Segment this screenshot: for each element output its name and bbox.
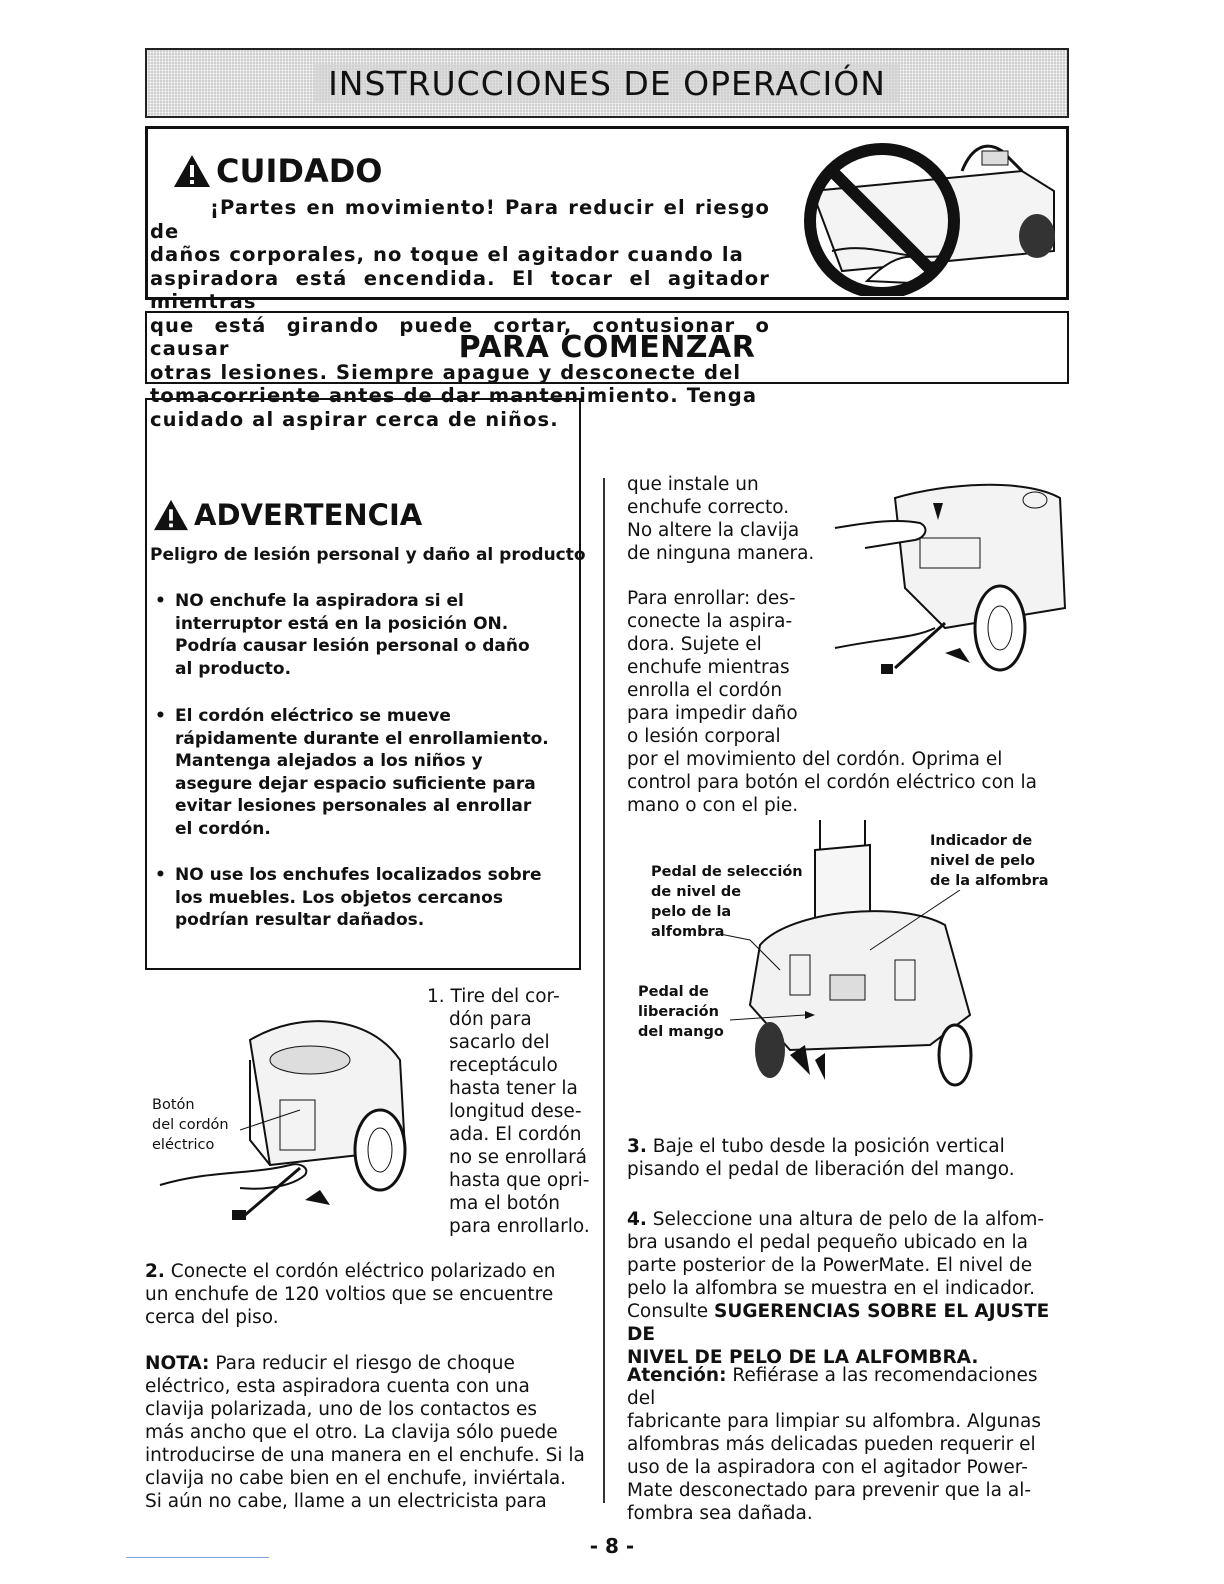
step-4-text: 4. Seleccione una altura de pelo de la alfom- bra usando el pedal pequeño ubicado en la parte posterior de la PowerMate. El nivel de pelo la alfombra se muestra en el indicador. Consulte SUGERENCIAS SOBRE EL AJUSTE DE NIVEL DE PELO DE LA ALFOMBRA. — [627, 1209, 1050, 1368]
rewind-wide-text: por el movimiento del cordón. Oprima el control para botón el cordón eléctrico con la mano o con el pie. — [627, 749, 1038, 816]
warning-triangle-icon — [152, 498, 190, 532]
step-3-text: 3. Baje el tubo desde la posición vertical pisando el pedal de liberación del mango. — [627, 1136, 1015, 1180]
footer-rule — [126, 1557, 269, 1558]
section-title-box — [145, 311, 1069, 384]
warning-triangle-icon — [172, 153, 212, 189]
caution-line: daños corporales, no toque el agitador cuando la — [150, 243, 744, 266]
warning-bullet: • NO enchufe la aspiradora si el interruptor está en la posición ON. Podría causar lesión personal o daño al producto. — [155, 591, 530, 679]
step-2-text: 2. Conecte el cordón eléctrico polarizado en un enchufe de 120 voltios que se encuentre cerca del piso. — [145, 1261, 556, 1328]
step-number: 1. — [427, 986, 445, 1007]
caution-line: otras lesiones. Siempre apague y desconecte del — [150, 360, 742, 384]
page-number: - 8 - — [589, 1534, 635, 1558]
warning-bullet: • NO use los enchufes localizados sobre los muebles. Los objetos cercanos podrían resultar dañados. — [155, 865, 542, 930]
no-touch-agitator-illustration — [772, 131, 1060, 296]
nota-text: NOTA: Para reducir el riesgo de choque eléctrico, esta aspiradora cuenta con una clavija polarizada, uno de los contactos es más ancho que el otro. La clavija sólo puede introducirse de una manera en el enchufe. Si la clavija no cabe bien en el enchufe, inviértala. Si aún no cabe, llame a un electricista para — [145, 1353, 585, 1512]
header-title: INSTRUCCIONES DE OPERACIÓN — [314, 64, 900, 103]
rewind-text: Para enrollar: des- conecte la aspira- dora. Sujete el enchufe mientras enrolla el cordón para impedir daño o lesión corporal — [627, 588, 798, 747]
section-header-band — [145, 48, 1069, 118]
caution-line: aspiradora está encendida. El tocar el agitador mientras — [150, 266, 770, 313]
step-number: 4. — [627, 1209, 647, 1230]
cord-rewind-illustration — [825, 478, 1070, 700]
callout-lines — [720, 890, 970, 1030]
step-number: 2. — [145, 1261, 165, 1282]
nota-label: NOTA: — [145, 1353, 210, 1374]
pedal-select-label: Pedal de selección de nivel de pelo de la alfombra — [651, 864, 803, 940]
warning-subtitle: Peligro de lesión personal y daño al producto — [150, 545, 586, 565]
pedal-release-label: Pedal de liberación del mango — [638, 984, 724, 1040]
column-divider — [603, 478, 605, 1503]
caution-line: tomacorriente antes de dar mantenimiento. Tenga — [150, 384, 758, 407]
atencion-text: Atención: Refiérase a las recomendaciones del fabricante para limpiar su alfombra. Algunas alfombras más delicadas pueden requerir el uso de la aspiradora con el agitador Power- Mate desconectado para prevenir que la al- fombra sea dañada. — [627, 1365, 1041, 1524]
cord-button-label: Botón del cordón eléctrico — [152, 1097, 229, 1153]
warning-bullet: • El cordón eléctrico se mueve rápidamente durante el enrollamiento. Mantenga alejados a los niños y asegure dejar espacio suficiente para evitar lesiones personales al enrollar el cordón. — [155, 706, 549, 839]
atencion-label: Atención: — [627, 1365, 727, 1386]
caution-line: cuidado al aspirar cerca de niños. — [150, 407, 559, 431]
plug-continued-text: que instale un enchufe correcto. No altere la clavija de ninguna manera. — [627, 474, 815, 564]
caution-title: CUIDADO — [216, 152, 383, 190]
caution-line: que está girando puede cortar, contusionar o causar — [150, 313, 770, 360]
pile-indicator-label: Indicador de nivel de pelo de la alfombra — [930, 833, 1049, 889]
warning-heading — [152, 498, 422, 532]
caution-line: ¡Partes en movimiento! Para reducir el riesgo de — [150, 196, 770, 243]
section-title: PARA COMENZAR — [458, 330, 756, 365]
caution-heading — [172, 152, 382, 190]
step-number: 3. — [627, 1136, 647, 1157]
warning-title: ADVERTENCIA — [194, 498, 423, 532]
step-1-text: 1. Tire del cor- dón para sacarlo del receptáculo hasta tener la longitud dese- ada. El cordón no se enrollará hasta que opri- ma el botón para enrollarlo. — [427, 986, 590, 1237]
